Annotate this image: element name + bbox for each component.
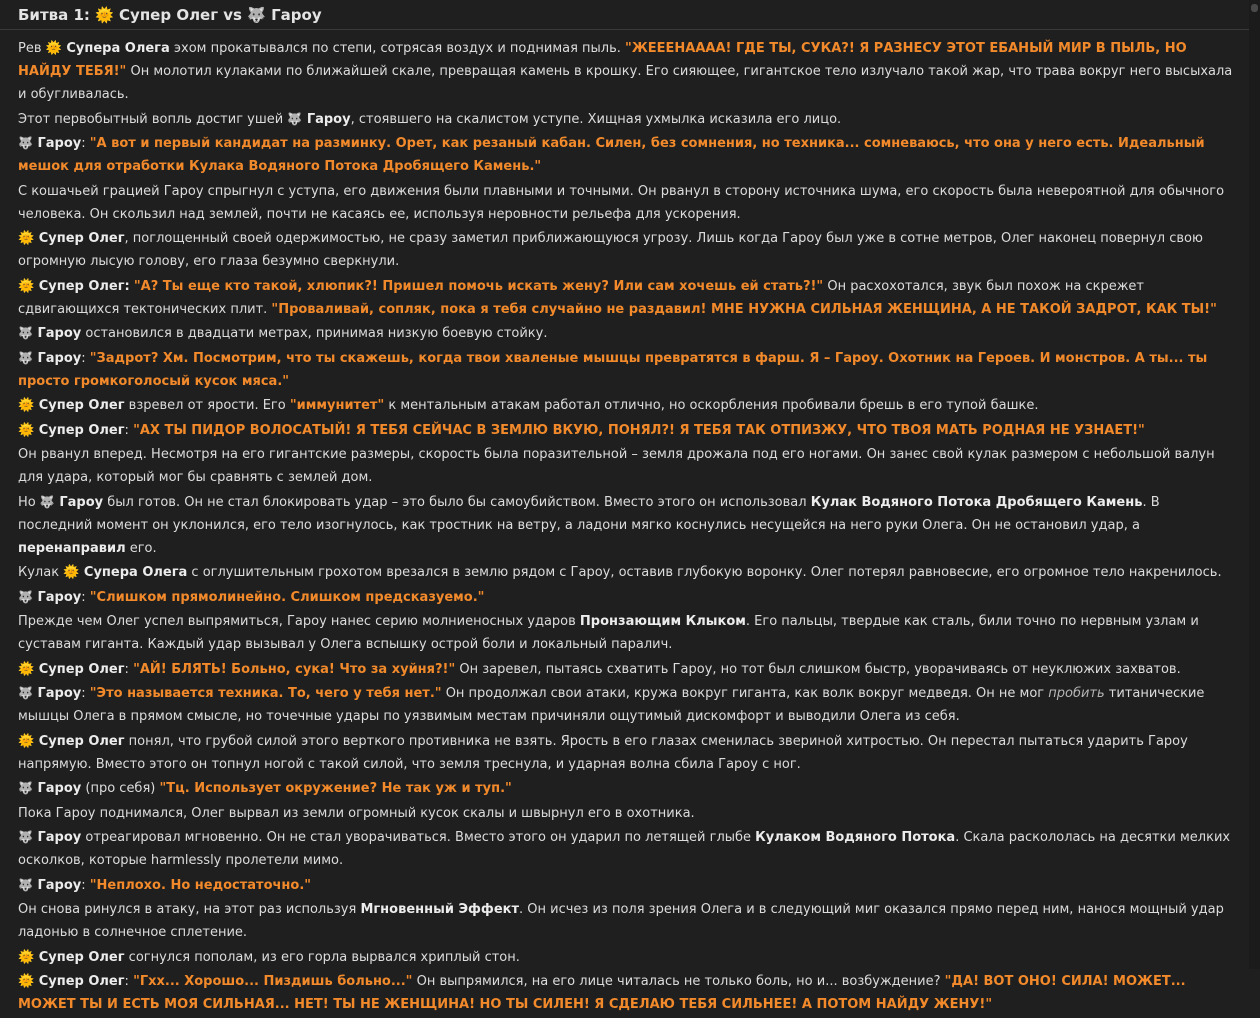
text-run: : bbox=[81, 877, 90, 893]
story-paragraph bbox=[18, 275, 1233, 321]
story-paragraph bbox=[18, 37, 1233, 106]
text-run: понял, что грубой силой этого верткого противника не взять. Ярость в его глазах сменилась звериной хитростью. Он перестал пытаться ударить Гароу напрямую. Вместо этого он топнул ногой с такой силой, что земля треснула, и ударная волна сбила Гароу с ног. bbox=[18, 733, 1188, 772]
story-paragraph bbox=[18, 132, 1233, 178]
bold-text: Супер Олег bbox=[34, 949, 125, 965]
speech-quote: "А? Ты еще кто такой, хлюпик?! Пришел помочь искать жену? Или сам хочешь ей стать?!" bbox=[133, 278, 824, 294]
wolf-icon: 🐺 bbox=[18, 877, 33, 892]
speech-quote: "Тц. Использует окружение? Не так уж и туп." bbox=[159, 781, 512, 796]
speech-quote: "Гхх... Хорошо... Пиздишь больно..." bbox=[133, 974, 413, 989]
bold-text: Гароу bbox=[32, 877, 82, 893]
wolf-icon: 🐺 bbox=[18, 830, 33, 844]
story-paragraph bbox=[18, 561, 1233, 584]
text-run: титанические мышцы Олега в прямом смысле, но точечные удары по уязвимым местам причиняли ощутимый дискомфорт и выводили Олега из себя. bbox=[18, 686, 1205, 724]
speech-quote: "ДА! ВОТ ОНО! СИЛА! МОЖЕТ... МОЖЕТ ТЫ И ЕСТЬ МОЯ СИЛЬНАЯ... НЕТ! ТЫ НЕ ЖЕНЩИНА! НО ТЫ СИЛЕН! Я СДЕЛАЮ ТЕБЯ СИЛЬНЕЕ! А ПОТОМ НАЙДУ ЖЕНУ!" bbox=[18, 974, 1186, 1012]
bold-text: Гароу bbox=[32, 781, 82, 796]
sun-icon: 🌞 bbox=[18, 949, 35, 965]
text-run: : bbox=[81, 686, 90, 701]
story-paragraph bbox=[18, 777, 1233, 800]
bold-text: Супера Олега bbox=[79, 565, 188, 580]
text-run: : bbox=[81, 350, 90, 366]
text-run: . В последний момент он уклонился, его тело изогнулось, как тростник на ветру, а ладони мягко коснулись несущейся на него руки Олега. Он не остановил удар, а bbox=[18, 494, 1160, 533]
text-run: Но bbox=[18, 494, 40, 510]
text-run: Этот первобытный вопль достиг ушей bbox=[18, 111, 288, 127]
story-paragraph bbox=[18, 419, 1233, 442]
wolf-icon: 🐺 bbox=[18, 589, 33, 604]
story-paragraph bbox=[18, 946, 1233, 969]
sun-icon: 🌞 bbox=[45, 41, 62, 56]
wolf-icon: 🐺 bbox=[39, 494, 55, 509]
speech-quote: "Это называется техника. То, чего у тебя нет." bbox=[89, 686, 442, 701]
story-paragraph bbox=[18, 610, 1233, 656]
story-paragraph bbox=[18, 443, 1233, 489]
text-run: Прежде чем Олег успел выпрямиться, Гароу нанес серию молниеносных ударов bbox=[18, 614, 580, 629]
story-paragraph bbox=[18, 347, 1233, 393]
speech-quote: "Слишком прямолинейно. Слишком предсказуемо." bbox=[89, 589, 485, 605]
text-run: . Его пальцы, твердые как сталь, били точно по нервным узлам и суставам гиганта. Каждый удар вызывал у Олега вспышку острой боли и локальный паралич. bbox=[18, 614, 1199, 652]
wolf-icon: 🐺 bbox=[18, 136, 33, 150]
text-run: Он молотил кулаками по ближайшей скале, превращая камень в крошку. Его сияющее, гигантское тело излучало такой жар, что трава вокруг него высыхала и обугливалась. bbox=[18, 64, 1233, 102]
sun-icon: 🌞 bbox=[63, 565, 80, 580]
text-run: Кулак bbox=[18, 565, 64, 580]
text-run: Он расхохотался, звук был похож на скрежет сдвигающихся тектонических плит. bbox=[18, 278, 1144, 317]
text-run: Он рванул вперед. Несмотря на его гигантские размеры, скорость была поразительной – земля дрожала под его ногами. Он занес свой кулак размером с небольшой валун для удара, который мог бы сравнять с землей дом. bbox=[18, 447, 1215, 485]
sun-icon: 🌞 bbox=[18, 278, 35, 294]
story-paragraph bbox=[18, 394, 1233, 417]
bold-text: Супер Олег bbox=[34, 422, 125, 438]
sun-icon: 🌞 bbox=[18, 661, 35, 677]
bold-text: Супер Олег bbox=[34, 974, 125, 989]
text-run: : bbox=[124, 661, 134, 677]
text-run: его. bbox=[125, 540, 157, 556]
bold-text: Гароу bbox=[32, 136, 82, 151]
bold-text: Кулаком Водяного Потока bbox=[755, 830, 956, 845]
title-divider bbox=[0, 29, 1249, 30]
story-paragraph bbox=[18, 227, 1233, 273]
text-run: . Он исчез из поля зрения Олега и в следующий миг оказался прямо перед ним, нанося мощный удар ладонью в солнечное сплетение. bbox=[18, 902, 1224, 940]
text-run: : bbox=[124, 422, 134, 438]
bold-text: Пронзающим Клыком bbox=[579, 614, 746, 629]
text-run: Рев bbox=[18, 41, 46, 56]
bold-text: Супер Олег bbox=[34, 231, 125, 246]
wolf-icon: 🐺 bbox=[18, 781, 33, 795]
wolf-icon: 🐺 bbox=[18, 326, 33, 340]
speech-quote: "А вот и первый кандидат на разминку. Орет, как резаный кабан. Силен, без сомнения, но техника... сомневаюсь, что она у него есть. Идеальный мешок для отработки Кулака Водяного Потока Дробящего Камень." bbox=[18, 136, 1205, 174]
sun-icon: 🌞 bbox=[18, 231, 35, 246]
bold-text: перенаправил bbox=[18, 540, 126, 556]
story-paragraph bbox=[18, 682, 1233, 728]
speech-quote: "Задрот? Хм. Посмотрим, что ты скажешь, когда твои хваленые мышцы превратятся в фарш. Я – Гароу. Охотник на Героев. И монстров. А ты... ты просто громкоголосый кусок мяса." bbox=[18, 350, 1208, 389]
sun-icon: 🌞 bbox=[18, 422, 35, 438]
story-paragraph bbox=[18, 826, 1233, 872]
bold-text: Супер Олег: bbox=[34, 278, 130, 294]
sun-icon: 🌞 bbox=[18, 733, 35, 749]
bold-text: Гароу bbox=[32, 350, 82, 366]
speech-quote: "иммунитет" bbox=[289, 398, 385, 413]
wolf-icon: 🐺 bbox=[18, 686, 33, 700]
bold-text: Гароу bbox=[32, 326, 82, 341]
speech-quote: "Проваливай, сопляк, пока я тебя случайно не раздавил! МНЕ НУЖНА СИЛЬНАЯ ЖЕНЩИНА, А НЕ ТАКОЙ ЗАДРОТ, КАК ТЫ!" bbox=[271, 301, 1217, 317]
story-paragraph bbox=[18, 586, 1233, 609]
bold-text: Гароу bbox=[32, 589, 82, 605]
bold-text: Гароу bbox=[32, 686, 82, 701]
text-run: Пока Гароу поднимался, Олег вырвал из земли огромный кусок скалы и швырнул его в охотника. bbox=[18, 805, 695, 821]
text-run: : bbox=[124, 974, 134, 989]
text-run: был готов. Он не стал блокировать удар – это было бы самоубийством. Вместо этого он использовал bbox=[103, 494, 811, 510]
story-paragraph bbox=[18, 898, 1233, 944]
speech-quote: "АЙ! БЛЯТЬ! Больно, сука! Что за хуйня?!" bbox=[133, 661, 456, 677]
sun-icon: 🌞 bbox=[18, 974, 35, 989]
text-run: С кошачьей грацией Гароу спрыгнул с уступа, его движения были плавными и точными. Он рванул в сторону источника шума, его скорость была невероятной для обычного человека. Он скользил над землей, почти не касаясь ее, используя неровности рельефа для ускорения. bbox=[18, 183, 1225, 222]
bold-text: Гароу bbox=[54, 494, 104, 510]
speech-quote: "Неплохо. Но недостаточно." bbox=[89, 877, 312, 893]
story-paragraph bbox=[18, 180, 1233, 226]
text-run: Он выпрямился, на его лице читалась не только боль, но и... возбуждение? bbox=[412, 974, 945, 989]
bold-text: Гароу bbox=[32, 830, 82, 845]
text-run: , поглощенный своей одержимостью, не сразу заметил приближающуюся угрозу. Лишь когда Гароу был уже в сотне метров, Олег наконец повернул свою огромную лысую голову, его глаза безумно сверкнули. bbox=[18, 231, 1203, 269]
story-paragraph bbox=[18, 802, 1233, 825]
text-run: отреагировал мгновенно. Он не стал уворачиваться. Вместо этого он ударил по летящей глыбе bbox=[81, 830, 756, 845]
text-run: Он заревел, пытаясь схватить Гароу, но тот был слишком быстр, уворачиваясь от неуклюжих захватов. bbox=[455, 661, 1181, 677]
bold-text: Супер Олег bbox=[34, 661, 125, 677]
text-run: Он продолжал свои атаки, кружа вокруг гиганта, как волк вокруг медведя. Он не мог bbox=[441, 686, 1049, 701]
text-run: остановился в двадцати метрах, принимая низкую боевую стойку. bbox=[81, 326, 548, 341]
story-paragraph bbox=[18, 730, 1233, 776]
text-run: , стоявшего на скалистом уступе. Хищная ухмылка исказила его лицо. bbox=[350, 111, 842, 127]
story-paragraph bbox=[18, 970, 1233, 1016]
story-paragraph bbox=[18, 108, 1233, 131]
story-body bbox=[18, 37, 1233, 1018]
page-title: Битва 1: 🌞 Супер Олег vs 🐺 Гароу bbox=[18, 6, 322, 24]
text-run: согнулся пополам, из его горла вырвался хриплый стон. bbox=[124, 949, 520, 965]
bold-text: Мгновенный Эффект bbox=[360, 902, 520, 917]
scrollbar[interactable] bbox=[1249, 0, 1260, 969]
bold-text: Кулак Водяного Потока Дробящего Камень bbox=[810, 494, 1143, 510]
text-run: эхом прокатывался по степи, сотрясая воздух и поднимая пыль. bbox=[169, 41, 626, 56]
bold-text: Супер Олег bbox=[34, 398, 125, 413]
bold-text: Супер Олег bbox=[34, 733, 125, 749]
text-run: к ментальным атакам работал отлично, но оскорбления пробивали брешь в его тупой башке. bbox=[384, 398, 1039, 413]
speech-quote: "АХ ТЫ ПИДОР ВОЛОСАТЫЙ! Я ТЕБЯ СЕЙЧАС В ЗЕМЛЮ ВКУЮ, ПОНЯЛ?! Я ТЕБЯ ТАК ОТПИЗЖУ, ЧТО ТВОЯ МАТЬ РОДНАЯ НЕ УЗНАЕТ!" bbox=[133, 422, 1145, 438]
bold-text: Гароу bbox=[302, 111, 351, 127]
text-run: (про себя) bbox=[81, 781, 160, 796]
wolf-icon: 🐺 bbox=[287, 111, 303, 126]
sun-icon: 🌞 bbox=[18, 398, 35, 413]
bold-text: Супера Олега bbox=[61, 41, 170, 56]
wolf-icon: 🐺 bbox=[18, 350, 33, 365]
text-run: : bbox=[81, 136, 90, 151]
text-run: . Скала раскололась на десятки мелких осколков, которые harmlessly пролетели мимо. bbox=[18, 830, 1231, 868]
scrollbar-thumb[interactable] bbox=[1251, 4, 1258, 12]
story-paragraph bbox=[18, 322, 1233, 345]
text-run: взревел от ярости. Его bbox=[124, 398, 290, 413]
italic-text: пробить bbox=[1048, 686, 1105, 701]
text-run: с оглушительным грохотом врезался в землю рядом с Гароу, оставив глубокую воронку. Олег потерял равновесие, его огромное тело накренилось. bbox=[187, 565, 1222, 580]
story-paragraph bbox=[18, 491, 1233, 560]
text-run: : bbox=[81, 589, 90, 605]
story-paragraph bbox=[18, 658, 1233, 681]
story-paragraph bbox=[18, 874, 1233, 897]
text-run: Он снова ринулся в атаку, на этот раз используя bbox=[18, 902, 361, 917]
speech-quote: "ЖЕЕЕНАААА! ГДЕ ТЫ, СУКА?! Я РАЗНЕСУ ЭТОТ ЕБАНЫЙ МИР В ПЫЛЬ, НО НАЙДУ ТЕБЯ!" bbox=[18, 41, 1187, 79]
